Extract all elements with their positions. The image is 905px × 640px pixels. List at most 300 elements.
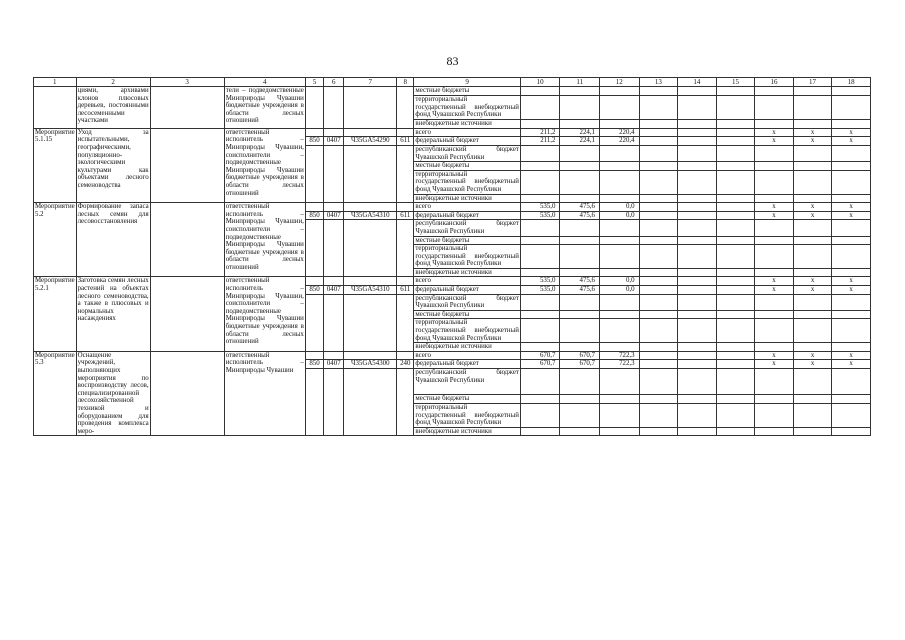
empty-cell [678,286,717,295]
x-mark-cell: x [793,351,832,360]
empty-cell [716,137,755,146]
empty-cell [716,343,755,352]
empty-cell [150,277,224,351]
empty-cell [520,268,560,277]
empty-cell [560,145,600,161]
code-cell [344,369,397,436]
csr-code: Ч35GA54310 [344,211,397,220]
column-number: 4 [224,78,305,87]
column-number: 7 [344,78,397,87]
empty-cell [678,245,717,269]
empty-cell [520,145,560,161]
grbs-code: 850 [305,360,323,369]
empty-cell [716,145,755,161]
column-number: 3 [150,78,224,87]
amount-cell: 475,6 [560,203,600,212]
empty-cell [755,395,794,404]
empty-cell [639,203,678,212]
empty-cell [678,145,717,161]
empty-cell [520,310,560,319]
empty-cell [520,395,560,404]
empty-cell [678,170,717,194]
empty-cell [600,403,640,427]
source-cell: республиканский бюджет Чувашской Республики [415,145,519,161]
empty-cell [716,395,755,404]
code-cell [344,294,397,351]
executor-cell: ответственный исполнитель – Минприроды Чувашии, соисполнители – подведомственные Минприроды Чувашии бюджетные учреждения в области лесных отношений [224,203,305,277]
amount-cell: 224,1 [560,128,600,137]
amount-cell: 0,0 [600,277,640,286]
empty-cell [678,277,717,286]
empty-cell [600,294,640,310]
empty-cell [793,220,832,236]
empty-cell [150,351,224,436]
empty-cell [600,268,640,277]
empty-cell [639,310,678,319]
empty-cell [755,343,794,352]
empty-cell [716,286,755,295]
empty-cell [639,395,678,404]
empty-cell [716,236,755,245]
empty-cell [150,203,224,277]
measure-id-cell: Мероприятие 5.2.1 [34,277,77,351]
empty-cell [520,319,560,343]
executor-cell: тели – подведомственные Минприроды Чувашии бюджетные учреждения в области лесных отношений [224,87,305,129]
amount-cell: 535,0 [520,203,560,212]
empty-cell [520,236,560,245]
amount-cell: 475,6 [560,277,600,286]
empty-cell [716,294,755,310]
column-number: 5 [305,78,323,87]
empty-cell [600,236,640,245]
empty-cell [755,162,794,171]
rzpr-code: 0407 [324,211,344,220]
amount-cell: 670,7 [520,351,560,360]
code-cell [324,369,344,436]
amount-cell: 670,7 [560,360,600,369]
empty-cell [600,145,640,161]
measure-name-cell: Оснащение учреждений, выполняющих мероприятия по воспроизводству лесов, специализированной лесохозяйственной техникой и оборудованием для проведения комплекса меро- [77,351,149,435]
csr-code: Ч35GA54310 [344,286,397,295]
column-number: 13 [639,78,678,87]
source-cell: внебюджетные источники [414,119,521,128]
empty-cell [755,145,794,161]
empty-cell [678,236,717,245]
rzpr-code: 0407 [324,286,344,295]
table-row [34,128,871,137]
column-number: 16 [755,78,794,87]
code-cell [397,87,414,129]
empty-cell [560,170,600,194]
x-mark-cell: x [793,137,832,146]
empty-cell [560,236,600,245]
empty-cell [755,245,794,269]
empty-cell [716,211,755,220]
empty-cell [678,203,717,212]
empty-cell [755,427,794,436]
column-number: 12 [600,78,640,87]
column-number: 6 [324,78,344,87]
measure-id-cell [34,87,77,129]
empty-cell [560,294,600,310]
empty-cell [793,319,832,343]
source-cell: всего [414,203,521,212]
amount-cell: 475,6 [560,211,600,220]
source-cell: всего [414,128,521,137]
x-mark-cell: x [793,203,832,212]
empty-cell [793,170,832,194]
empty-cell [600,343,640,352]
amount-cell: 211,2 [520,128,560,137]
empty-cell [520,343,560,352]
empty-cell [716,277,755,286]
source-cell: республиканский бюджет Чувашской Республики [415,294,519,310]
empty-cell [520,427,560,436]
empty-cell [678,403,717,427]
empty-cell [678,211,717,220]
code-cell [324,87,344,129]
measure-id-cell: Мероприятие 5.3 [34,351,77,436]
empty-cell [716,245,755,269]
executor-cell: ответственный исполнитель – Минприроды Чувашии, соисполнители – подведомственные Минприроды Чувашии бюджетные учреждения в области лесных отношений [224,277,305,351]
empty-cell [832,395,871,404]
source-cell: территориальный государственный внебюджетный фонд Чувашской Республики [415,319,519,342]
code-cell [344,87,397,129]
x-mark-cell: x [832,137,871,146]
empty-cell [600,369,640,395]
empty-cell [678,220,717,236]
source-cell: территориальный государственный внебюджетный фонд Чувашской Республики [415,96,519,119]
empty-cell [716,128,755,137]
code-cell [344,277,397,286]
x-mark-cell: x [832,286,871,295]
code-cell [397,220,414,277]
x-mark-cell: x [755,137,794,146]
empty-cell [755,294,794,310]
measure-name-cell: Уход за испытательными, географическими, популяционно-экологическими культурами как объектами лесного семеноводства [76,128,150,202]
code-cell [305,369,323,436]
empty-cell [755,220,794,236]
x-mark-cell: x [793,211,832,220]
code-cell [344,203,397,212]
empty-cell [716,360,755,369]
x-mark-cell: x [832,277,871,286]
amount-cell: 220,4 [600,128,640,137]
code-cell [305,128,323,137]
amount-cell: 722,3 [600,360,640,369]
source-cell: федеральный бюджет [414,360,521,369]
page-number: 83 [446,54,459,68]
empty-cell [560,310,600,319]
empty-cell [832,403,871,427]
source-cell: местные бюджеты [414,395,521,404]
source-cell: внебюджетные источники [414,194,521,203]
empty-cell [639,137,678,146]
empty-cell [678,369,717,395]
empty-cell [755,310,794,319]
code-cell [344,220,397,277]
empty-cell [832,145,871,161]
empty-cell [755,268,794,277]
empty-cell [560,245,600,269]
source-cell: территориальный государственный внебюджетный фонд Чувашской Республики [415,245,519,268]
empty-cell [560,343,600,352]
code-cell [305,294,323,351]
source-cell: федеральный бюджет [414,137,521,146]
amount-cell: 722,3 [600,351,640,360]
empty-cell [560,319,600,343]
empty-cell [520,162,560,171]
empty-cell [678,194,717,203]
vr-code: 611 [397,137,414,146]
budget-table [33,77,871,436]
code-cell [344,351,397,360]
amount-cell: 475,6 [560,286,600,295]
empty-cell [716,351,755,360]
empty-cell [832,343,871,352]
source-cell: территориальный государственный внебюджетный фонд Чувашской Республики [415,403,519,427]
empty-cell [639,170,678,194]
measure-id-cell: Мероприятие 5.1.15 [34,128,77,202]
empty-cell [832,170,871,194]
source-cell: территориальный государственный внебюджетный фонд Чувашской Республики [415,170,519,193]
empty-cell [560,268,600,277]
column-number: 14 [678,78,717,87]
x-mark-cell: x [755,360,794,369]
empty-cell [793,145,832,161]
column-number: 15 [716,78,755,87]
empty-cell [600,220,640,236]
measure-name-cell: циями, архивами клонов плюсовых деревьев, постоянными лесосеменными участками [76,87,150,129]
column-number: 11 [560,78,600,87]
empty-cell [678,343,717,352]
source-cell: республиканский бюджет Чувашской Республики [415,220,519,235]
empty-cell [793,268,832,277]
empty-cell [639,343,678,352]
empty-cell [639,236,678,245]
empty-cell [832,194,871,203]
code-cell [397,351,414,360]
column-number: 1 [34,78,77,87]
empty-cell [678,310,717,319]
source-cell: всего [414,277,521,286]
amount-cell: 211,2 [520,137,560,146]
empty-cell [639,162,678,171]
empty-cell [716,403,755,427]
empty-cell [755,369,794,395]
code-cell [397,128,414,137]
empty-cell [560,220,600,236]
empty-cell [520,403,560,427]
empty-cell [639,268,678,277]
x-mark-cell: x [793,128,832,137]
code-cell [397,145,414,202]
empty-cell [520,369,560,395]
empty-cell [678,137,717,146]
empty-cell [793,403,832,427]
amount-cell: 220,4 [600,137,640,146]
empty-cell [639,319,678,343]
csr-code: Ч35GA54290 [344,137,397,146]
empty-cell [639,211,678,220]
empty-cell [793,310,832,319]
empty-cell [755,170,794,194]
empty-cell [639,286,678,295]
table-row [34,203,871,212]
code-cell [324,145,344,202]
empty-cell [639,294,678,310]
x-mark-cell: x [793,286,832,295]
amount-cell: 535,0 [520,277,560,286]
empty-cell [600,427,640,436]
empty-cell [716,220,755,236]
x-mark-cell: x [832,128,871,137]
amount-cell: 670,7 [560,351,600,360]
empty-cell [678,268,717,277]
code-cell [324,294,344,351]
csr-code: Ч35GA54300 [344,360,397,369]
empty-cell [678,294,717,310]
empty-cell [639,145,678,161]
amount-cell: 0,0 [600,286,640,295]
table-row [34,277,871,286]
code-cell [305,87,323,129]
empty-cell [793,395,832,404]
empty-cell [716,369,755,395]
x-mark-cell: x [832,351,871,360]
code-cell [305,220,323,277]
source-cell: внебюджетные источники [414,268,521,277]
source-cell: местные бюджеты [414,236,521,245]
empty-cell [678,162,717,171]
empty-cell [793,369,832,395]
empty-cell [520,220,560,236]
empty-cell [150,87,224,129]
empty-cell [832,162,871,171]
empty-cell [832,220,871,236]
vr-code: 240 [397,360,414,369]
x-mark-cell: x [755,211,794,220]
x-mark-cell: x [793,360,832,369]
measure-name-cell: Заготовка семян лесных растений на объектах лесного семеноводства, а также в плюсовых и нормальных насаждениях [76,277,150,351]
empty-cell [678,319,717,343]
x-mark-cell: x [755,277,794,286]
empty-cell [793,245,832,269]
empty-cell [520,245,560,269]
empty-cell [520,170,560,194]
empty-cell [716,162,755,171]
empty-cell [678,395,717,404]
empty-cell [793,194,832,203]
x-mark-cell: x [832,211,871,220]
empty-cell [150,128,224,202]
empty-cell [639,360,678,369]
empty-cell [832,427,871,436]
empty-cell [678,128,717,137]
empty-cell [678,427,717,436]
x-mark-cell: x [755,203,794,212]
source-cell: республиканский бюджет Чувашской Республики [414,369,521,395]
empty-cell [520,294,560,310]
x-mark-cell: x [755,351,794,360]
code-cell [305,351,323,360]
amount-cell: 670,7 [520,360,560,369]
code-cell [344,145,397,202]
column-number: 18 [832,78,871,87]
column-number-row [34,78,871,87]
empty-cell [639,128,678,137]
empty-cell [639,277,678,286]
source-cell: федеральный бюджет [414,286,521,295]
empty-cell [716,203,755,212]
empty-cell [832,319,871,343]
empty-cell [600,310,640,319]
grbs-code: 850 [305,137,323,146]
empty-cell [560,162,600,171]
amount-cell: 535,0 [520,286,560,295]
table-row [34,351,871,360]
empty-cell [639,194,678,203]
grbs-code: 850 [305,286,323,295]
code-cell [305,145,323,202]
empty-cell [560,395,600,404]
empty-cell [639,351,678,360]
source-cell: местные бюджеты [414,162,521,171]
empty-cell [600,162,640,171]
empty-cell [716,310,755,319]
code-cell [305,203,323,212]
code-cell [324,277,344,286]
amount-cell: 0,0 [600,211,640,220]
amount-cell: 0,0 [600,203,640,212]
measure-id-cell: Мероприятие 5.2 [34,203,77,277]
empty-cell [678,351,717,360]
empty-cell [600,319,640,343]
empty-cell [600,395,640,404]
code-cell [397,277,414,286]
code-cell [397,294,414,351]
vr-code: 611 [397,286,414,295]
empty-cell [520,194,560,203]
measure-name-cell: Формирование запаса лесных семян для лесовосстановления [76,203,150,277]
empty-cell [716,319,755,343]
empty-cell [560,403,600,427]
empty-cell [755,236,794,245]
source-cell: местные бюджеты [414,87,521,96]
empty-cell [793,427,832,436]
code-cell [324,351,344,360]
empty-cell [793,236,832,245]
empty-cell [639,369,678,395]
column-number: 9 [414,78,521,87]
x-mark-cell: x [755,128,794,137]
empty-cell [560,427,600,436]
x-mark-cell: x [832,360,871,369]
empty-cell [832,268,871,277]
source-cell: внебюджетные источники [414,427,521,436]
x-mark-cell: x [832,203,871,212]
executor-cell: ответственный исполнитель – Минприроды Чувашии [224,351,305,436]
empty-cell [755,403,794,427]
amount-cell: 224,1 [560,137,600,146]
empty-cell [793,343,832,352]
code-cell [324,203,344,212]
source-cell: всего [414,351,521,360]
empty-cell [600,245,640,269]
empty-cell [793,294,832,310]
x-mark-cell: x [755,286,794,295]
code-cell [397,369,414,436]
